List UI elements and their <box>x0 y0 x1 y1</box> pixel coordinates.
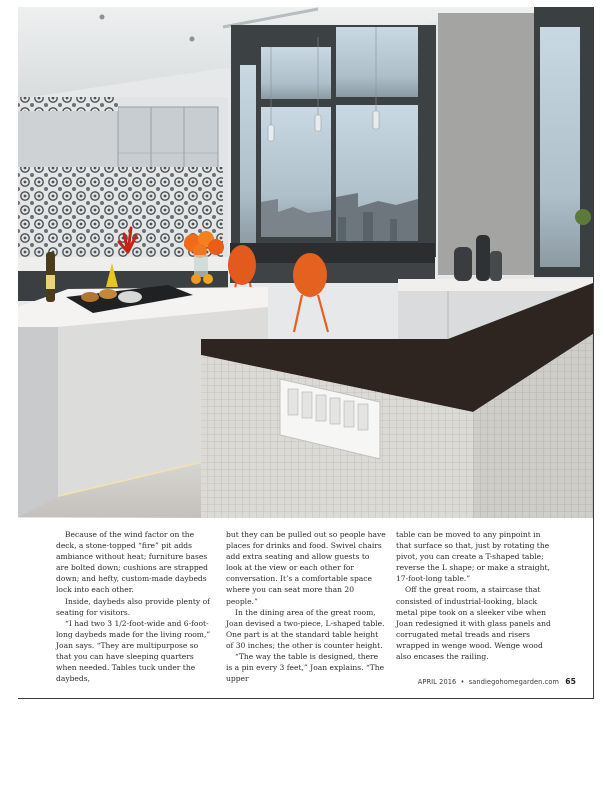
page-footer <box>418 677 576 686</box>
paragraph: but they can be pulled out so people have places for drinks and food. Swivel chairs add extra seating and allow guests to look at the view or each other for conversation. It’s a comfortable space where you can seat more than 20 people.” <box>226 530 386 606</box>
kitchen-photo <box>18 7 593 518</box>
footer-separator: • <box>460 678 465 686</box>
paragraph: Off the great room, a staircase that consisted of industrial-looking, black metal pipe took on a sleeker vibe when Joan redesigned it with glass panels and corrugated metal treads and risers wrapped in wenge wood. Wenge wood also encases the railing. <box>396 585 551 662</box>
page-border-right <box>593 7 594 699</box>
page-number: 65 <box>565 677 576 686</box>
text-column-1 <box>56 529 216 684</box>
paragraph: “I had two 3 1/2-foot-wide and 6-foot-long daybeds made for the living room,” Joan says. “They are multipurpose so that you can have sleeping quarters when needed. Tables tuck under the daybeds, <box>56 618 211 684</box>
text-column-2 <box>226 529 386 684</box>
website-url: sandiegohomegarden.com <box>468 678 560 686</box>
issue-date: APRIL 2016 <box>417 678 457 686</box>
text-column-3 <box>396 529 556 662</box>
paragraph: In the dining area of the great room, Joan devised a two-piece, L-shaped table. One part is at the standard table height of 30 inches; the other is counter height. <box>226 607 385 650</box>
paragraph: Because of the wind factor on the deck, a stone-topped “fire” pit adds ambiance without heat; furniture bases are bolted down; cushions are strapped down; and hefty, custom-made daybeds lock into each other. <box>56 530 208 595</box>
paragraph: table can be moved to any pinpoint in that surface so that, just by rotating the pivot, you can create a T-shaped table; reverse the L shape; or make a straight, 17-foot-long table.” <box>396 530 550 584</box>
paragraph: “The way the table is designed, there is a pin every 3 feet,” Joan explains. “The upper <box>226 652 385 684</box>
paragraph: Inside, daybeds also provide plenty of seating for visitors. <box>56 596 210 617</box>
page-border-bottom <box>18 698 594 699</box>
